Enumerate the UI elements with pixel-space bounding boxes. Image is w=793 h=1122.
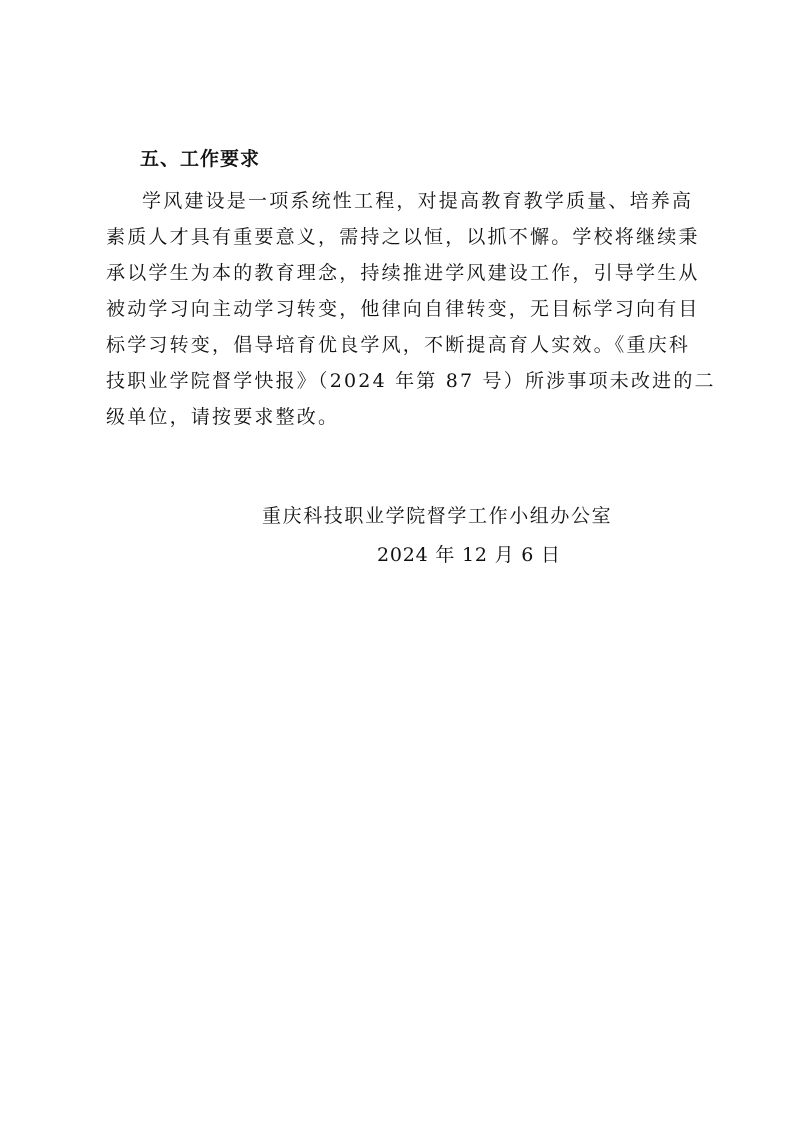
paragraph-line: 级单位，请按要求整改。 (106, 406, 340, 428)
signature-organization: 重庆科技职业学院督学工作小组办公室 (262, 505, 613, 527)
requirements-paragraph (106, 183, 716, 435)
paragraph-line: 素质人才具有重要意义，需持之以恒，以抓不懈。学校将继续秉 (106, 226, 700, 248)
section-heading: 五、工作要求 (140, 148, 261, 170)
paragraph-line: 学风建设是一项系统性工程，对提高教育教学质量、培养高 (142, 190, 694, 212)
paragraph-line: 技职业学院督学快报》（2024 年第 87 号）所涉事项未改进的二 (106, 370, 716, 392)
paragraph-line: 被动学习向主动学习转变，他律向自律转变，无目标学习向有目 (106, 298, 700, 320)
signature-date: 2024 年 12 月 6 日 (377, 544, 561, 566)
paragraph-line: 标学习转变，倡导培育优良学风，不断提高育人实效。《重庆科 (106, 334, 691, 356)
paragraph-line: 承以学生为本的教育理念，持续推进学风建设工作，引导学生从 (106, 262, 700, 284)
